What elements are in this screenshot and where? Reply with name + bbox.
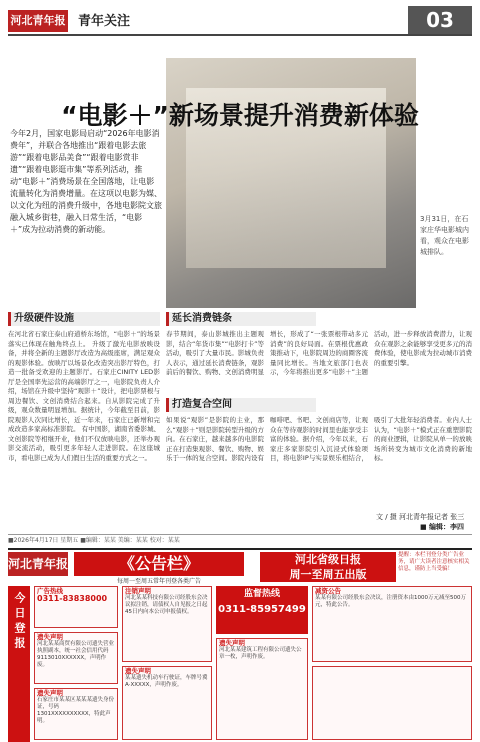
ad-monitor-label: 监督热线 [243, 589, 280, 599]
section-body-upgrade: 在河北省石家庄泰山府道桥东场馆，“电影＋”的场景落实已体现在触角终点上。 升级了激光电影放映设备，并将全新的主题影厅改造为高级座席，满足观众的观影体验。放映厅以场景化改造突出影厅特色，打造一批备受欢迎的主题影厅。石家庄CINITY LED影厅是全国率先运营的高端影厅之一，电影院负责人介绍，场馆在升级中坚持“观影＋”设计，把电影票根与周边餐饮、文创消费结合起来。自从影院完成了升级，观众数量明显增加。据统计，今年截至目前，影院观影人次同比增长，近一年来，石家庄已新增和完成改造多家高标准影院。 有中国影，湖南省委影城、文创影院等相继开业，他们不仅放映电影，还举办观影交流活动，吸引更多年轻人走进影院。在这座城市，看电影已成为人们假日生活的重要方式之一。 [8, 330, 160, 462]
ad-box-filler [312, 666, 472, 740]
ad-side-label [8, 586, 30, 742]
classified-ads [8, 548, 472, 740]
ad-logo: 河北青年报 [8, 552, 68, 576]
ad-box-2 [122, 586, 212, 662]
lead-paragraph: 今年2月，国家电影局启动“2026年电影消费年”，并联合各地推出“跟着电影去旅游”“跟着电影品美食”“跟着电影赏非遗”“跟着电影逛市集”等系列活动，推动“电影＋”消费场景在全国落地，让电影流量转化为消费增量。在这项以电影为媒、以文化为纽的消费升级中，各地电影院文旅融入城乡街巷，融入日常生活，“电影＋”成为拉动消费的新动能。 [10, 129, 162, 234]
ad-subtitle: 每周一至周五常年刊登各类广告 [116, 578, 201, 585]
photo-caption: 3月31日，在石家庄华电影城内看，观众在电影城排队。 [420, 215, 469, 256]
page-number: 03 [408, 6, 472, 34]
masthead [8, 6, 472, 36]
ad-monitor-phone: 0311-85957499 [218, 604, 306, 615]
ad-box-text: 某某有限公司经股东会决议，注册资本由1000万元减至500万元，特此公告。 [315, 595, 466, 608]
section-heading-upgrade: 升级硬件设施 [8, 312, 160, 326]
ad-box-1 [34, 688, 118, 740]
ad-title: 《公告栏》 [74, 552, 244, 576]
section-heading-space: 打造复合空间 [166, 398, 316, 412]
byline: 文 / 摄 河北青年报记者 张三 [376, 513, 465, 521]
ad-hotline-box [34, 586, 118, 628]
ad-right-title: 河北省级日报 周一至周五出版 [260, 552, 396, 582]
section-body-space: 如果说“观影”是影院的主业，那么“观影＋”则是影院转型升级的方向。在石家庄，越来越多的电影院正在打造集观影、餐饮、购物、娱乐于一体的复合空间。影院内设有咖啡吧、书吧、文创商店等，让观众在等待观影的时间里也能享受丰富的体验。据介绍，今年以来，石家庄多家影院引入沉浸式体验项目，将电影IP与实景娱乐相结合，吸引了大批年轻消费者。业内人士认为，“电影＋”模式正在重塑影院的商业逻辑，让影院从单一的放映场所转变为城市文化消费的新地标。 [166, 416, 472, 462]
ad-box-text: 河北某某商贸有限公司遗失营业执照副本，统一社会信用代码9113010XXXXXX，声明作废。 [37, 641, 115, 668]
ad-box-text: 某某遗失机动车行驶证，车牌号冀A·XXXXX，声明作废。 [125, 675, 208, 688]
ad-box-title: 遗失声明 [219, 639, 245, 647]
ad-box-title: 减资公告 [315, 587, 341, 595]
ad-box-4 [216, 638, 308, 740]
ad-box-3 [122, 666, 212, 740]
ad-monitor-banner [216, 586, 308, 634]
ad-hotline-number: 0311-83838000 [37, 594, 108, 603]
page-footer: ■2026年4月17日 星期五 ■编辑：某某 美编：某某 校对：某某 [8, 534, 472, 546]
ad-box-title: 遗失声明 [37, 689, 63, 697]
ad-box-5 [312, 586, 472, 662]
newspaper-logo: 河北青年报 [8, 10, 68, 32]
ad-box-title: 遗失声明 [125, 667, 151, 675]
ad-box-title: 遗失声明 [37, 633, 63, 641]
section-heading-extend: 延长消费链条 [166, 312, 316, 326]
ad-box-text: 河北某某科技有限公司经股东会决议拟注销，请债权人自见报之日起45日内向本公司申报债权。 [125, 595, 208, 615]
headline: “电影＋”新场景提升消费新体验 [61, 101, 419, 130]
section-title: 青年关注 [78, 14, 131, 29]
ad-side-label-text: 今日登报 [13, 592, 26, 652]
ad-notice: 提醒：本栏刊登分类广告业务，请广大读者注意核实相关信息，谨防上当受骗！ [398, 552, 470, 572]
section-body-extend: 春节期间，泰山影城推出主题观影，结合“年货市集”“电影打卡”等活动，吸引了大量市民。影城负责人表示，通过延长消费链条，观影前后的餐饮、购物、文创消费明显增长，形成了“一张票根带动多元消费”的良好局面。在票根优惠政策推动下，电影院周边的商圈客流量同比增长。当地文旅部门也表示，今年将推出更多“电影＋”主题活动，进一步释放消费潜力，让观众在观影之余能够享受更多元的消费体验，使电影成为拉动城市消费的重要引擎。 [166, 330, 472, 376]
ad-box-text: 河北某某建筑工程有限公司遗失公章一枚，声明作废。 [219, 647, 302, 660]
editor-credit: ■ 编辑：李四 [420, 523, 465, 531]
ad-hotline-label: 广告热线 [37, 587, 63, 595]
ad-box-text: 石家庄市某某区某某某遗失身份证，号码1301XXXXXXXXXX，特此声明。 [37, 697, 115, 724]
ad-box-title: 注销声明 [125, 587, 151, 595]
ad-box-0 [34, 632, 118, 684]
